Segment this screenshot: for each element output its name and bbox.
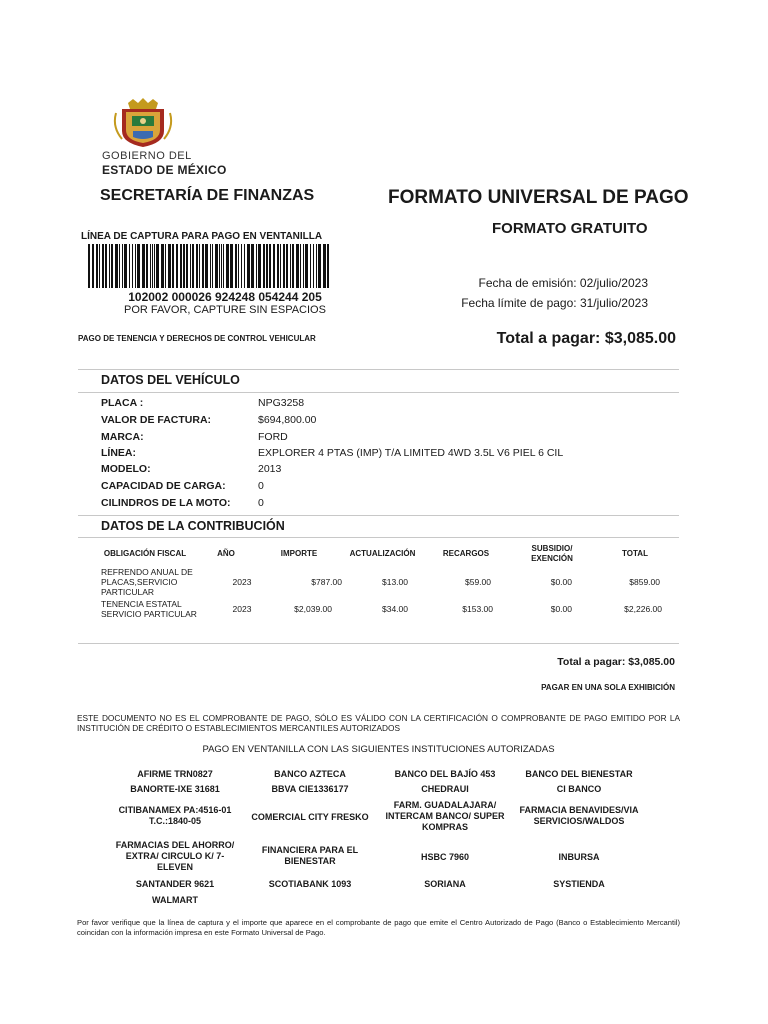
vehiculo-value: 2013	[258, 463, 282, 475]
linea-captura-number: 102002 000026 924248 054244 205	[128, 290, 322, 304]
barcode-bar	[244, 244, 245, 288]
institucion-item: SYSTIENDA	[553, 879, 605, 889]
table-cell-total: $859.00	[629, 577, 660, 587]
barcode-bar	[132, 244, 133, 288]
barcode-bar	[316, 244, 317, 288]
barcode-bar	[202, 244, 204, 288]
vehiculo-label: MODELO:	[101, 463, 151, 475]
table-cell-obligacion: TENENCIA ESTATAL SERVICIO PARTICULAR	[101, 599, 197, 619]
vehiculo-label: VALOR DE FACTURA:	[101, 414, 212, 426]
barcode-bar	[219, 244, 220, 288]
vehiculo-value: $694,800.00	[258, 414, 317, 426]
table-cell-importe: $787.00	[311, 577, 342, 587]
barcode-bar	[154, 244, 155, 288]
col-header-subsidio: SUBSIDIO/ EXENCIÓN	[531, 544, 573, 563]
barcode-bar	[247, 244, 250, 288]
coat-of-arms-icon	[100, 97, 210, 149]
vehiculo-label: LÍNEA:	[101, 447, 136, 459]
institucion-item: FARM. GUADALAJARA/ INTERCAM BANCO/ SUPER KOMPRAS	[385, 800, 505, 832]
linea-captura-title: LÍNEA DE CAPTURA PARA PAGO EN VENTANILLA	[81, 231, 323, 242]
barcode-bar	[122, 244, 123, 288]
institucion-item: HSBC 7960	[420, 852, 470, 862]
vehiculo-label: PLACA :	[101, 397, 144, 409]
concepto-pago: PAGO DE TENENCIA Y DERECHOS DE CONTROL VEHICULAR	[78, 334, 316, 343]
barcode-bar	[119, 244, 120, 288]
barcode-bar	[273, 244, 275, 288]
barcode-bar	[168, 244, 171, 288]
barcode-bar	[176, 244, 178, 288]
institucion-item: SORIANA	[424, 879, 466, 889]
table-cell-importe: $2,039.00	[294, 604, 332, 614]
institucion-item: FINANCIERA PARA EL BIENESTAR	[261, 845, 359, 866]
org-name-line2: ESTADO DE MÉXICO	[102, 163, 227, 177]
barcode-bar	[192, 244, 194, 288]
institucion-item: FARMACIAS DEL AHORRO/ EXTRA/ CIRCULO K/ 7-ELEVEN	[115, 840, 235, 872]
institucion-item: COMERCIAL CITY FRESKO	[251, 812, 369, 822]
barcode-bar	[300, 244, 301, 288]
col-header-total: TOTAL	[622, 549, 648, 558]
barcode-bar	[146, 244, 148, 288]
barcode-bar	[241, 244, 242, 288]
divider	[78, 515, 679, 516]
barcode-bar	[212, 244, 213, 288]
total-a-pagar-top: Total a pagar: $3,085.00	[496, 330, 676, 347]
barcode-bar	[161, 244, 164, 288]
barcode-bar	[303, 244, 304, 288]
table-cell-anio: 2023	[232, 604, 252, 614]
barcode-bar	[305, 244, 308, 288]
col-header-recargos: RECARGOS	[442, 549, 490, 558]
institucion-item: SANTANDER 9621	[135, 879, 215, 889]
barcode-bar	[196, 244, 198, 288]
barcode	[88, 244, 329, 288]
footer-note: Por favor verifique que la línea de captura y el importe que aparece en el comprobante de pago que emite el Centro Autorizado de Pago (Banco o Establecimiento Mercantil) coincidan con la información impresa en este Formato Universal de Pago.	[77, 918, 680, 937]
barcode-bar	[256, 244, 257, 288]
barcode-bar	[251, 244, 254, 288]
barcode-bar	[235, 244, 237, 288]
barcode-bar	[230, 244, 233, 288]
fecha-limite: Fecha límite de pago: 31/julio/2023	[461, 296, 648, 310]
barcode-bar	[238, 244, 239, 288]
barcode-bar	[111, 244, 113, 288]
barcode-bar	[283, 244, 285, 288]
table-cell-recargos: $153.00	[462, 604, 493, 614]
barcode-bar	[150, 244, 151, 288]
col-header-actualizacion: ACTUALIZACIÓN	[349, 549, 416, 558]
barcode-bar	[313, 244, 314, 288]
vehiculo-label: CAPACIDAD DE CARGA:	[101, 480, 226, 492]
barcode-bar	[142, 244, 145, 288]
barcode-bar	[96, 244, 98, 288]
barcode-bar	[180, 244, 182, 288]
institucion-item: CHEDRAUI	[421, 784, 469, 794]
disclaimer-text: ESTE DOCUMENTO NO ES EL COMPROBANTE DE PAGO, SÓLO ES VÁLIDO CON LA CERTIFICACIÓN O COMPROBANTE DE PAGO EMITIDO POR LA INSTITUCIÓN DE CRÉDITO O ESTABLECIMIENTOS MERCANTILES AUTORIZADOS	[77, 713, 680, 733]
barcode-bar	[135, 244, 136, 288]
institucion-item: CI BANCO	[556, 784, 602, 794]
vehiculo-label: CILINDROS DE LA MOTO:	[101, 497, 231, 509]
barcode-bar	[280, 244, 281, 288]
col-header-importe: IMPORTE	[280, 549, 318, 558]
barcode-bar	[258, 244, 261, 288]
institucion-item: INBURSA	[558, 852, 600, 862]
document-title: FORMATO UNIVERSAL DE PAGO	[388, 187, 689, 208]
barcode-bar	[115, 244, 118, 288]
institucion-item: BBVA CIE1336177	[271, 784, 349, 794]
table-cell-subsidio: $0.00	[550, 577, 572, 587]
institucion-item: BANCO DEL BIENESTAR	[525, 769, 633, 779]
barcode-bar	[223, 244, 224, 288]
table-cell-actualizacion: $34.00	[382, 604, 408, 614]
barcode-bar	[183, 244, 185, 288]
institucion-item: BANORTE-IXE 31681	[130, 784, 220, 794]
barcode-bar	[266, 244, 268, 288]
barcode-bar	[92, 244, 94, 288]
sola-exhibicion-note: PAGAR EN UNA SOLA EXHIBICIÓN	[541, 683, 675, 692]
instituciones-title: PAGO EN VENTANILLA CON LAS SIGUIENTES INSTITUCIONES AUTORIZADAS	[202, 744, 555, 755]
vehiculo-label: MARCA:	[101, 431, 144, 443]
vehiculo-value: NPG3258	[258, 397, 305, 409]
total-a-pagar-bottom: Total a pagar: $3,085.00	[557, 656, 675, 668]
divider	[78, 643, 679, 644]
org-name-line1: GOBIERNO DEL	[102, 150, 192, 162]
institucion-item: FARMACIA BENAVIDES/VIA SERVICIOS/WALDOS	[519, 805, 639, 826]
linea-captura-hint: POR FAVOR, CAPTURE SIN ESPACIOS	[124, 304, 326, 316]
col-header-obligacion: OBLIGACIÓN FISCAL	[103, 549, 187, 558]
barcode-bar	[152, 244, 153, 288]
barcode-graphic	[88, 244, 329, 288]
institucion-item: SCOTIABANK 1093	[268, 879, 352, 889]
vehiculo-value: FORD	[258, 431, 288, 443]
barcode-bar	[215, 244, 218, 288]
barcode-bar	[296, 244, 299, 288]
barcode-bar	[327, 244, 329, 288]
barcode-bar	[137, 244, 140, 288]
vehiculo-section-title: DATOS DEL VEHÍCULO	[101, 373, 240, 387]
barcode-bar	[226, 244, 229, 288]
table-cell-subsidio: $0.00	[550, 604, 572, 614]
barcode-bar	[88, 244, 90, 288]
vehiculo-value: EXPLORER 4 PTAS (IMP) T/A LIMITED 4WD 3.5L V6 PIEL 6 CIL	[258, 447, 564, 459]
barcode-bar	[269, 244, 271, 288]
barcode-bar	[165, 244, 166, 288]
barcode-bar	[292, 244, 294, 288]
divider	[78, 537, 679, 538]
barcode-bar	[156, 244, 159, 288]
col-header-anio: AÑO	[217, 549, 235, 558]
vehiculo-value: 0	[258, 480, 264, 492]
barcode-bar	[205, 244, 208, 288]
secretaria-title: SECRETARÍA DE FINANZAS	[100, 187, 315, 204]
institucion-item: WALMART	[152, 895, 198, 905]
vehiculo-value: 0	[258, 497, 264, 509]
document-subtitle: FORMATO GRATUITO	[492, 220, 648, 237]
barcode-bar	[290, 244, 291, 288]
contribucion-section-title: DATOS DE LA CONTRIBUCIÓN	[101, 519, 285, 533]
institucion-item: BANCO AZTECA	[274, 769, 346, 779]
divider	[78, 369, 679, 370]
barcode-bar	[105, 244, 107, 288]
barcode-bar	[318, 244, 321, 288]
table-cell-recargos: $59.00	[465, 577, 491, 587]
institucion-item: AFIRME TRN0827	[137, 769, 213, 779]
divider	[78, 392, 679, 393]
barcode-bar	[172, 244, 174, 288]
barcode-bar	[124, 244, 127, 288]
table-cell-obligacion: REFRENDO ANUAL DE PLACAS,SERVICIO PARTICULAR	[101, 567, 193, 597]
barcode-bar	[102, 244, 104, 288]
table-cell-actualizacion: $13.00	[382, 577, 408, 587]
barcode-bar	[221, 244, 222, 288]
table-cell-total: $2,226.00	[624, 604, 662, 614]
institucion-item: BANCO DEL BAJÍO 453	[394, 769, 496, 779]
barcode-bar	[277, 244, 279, 288]
table-cell-anio: 2023	[232, 577, 252, 587]
barcode-bar	[263, 244, 265, 288]
fecha-emision: Fecha de emisión: 02/julio/2023	[478, 276, 648, 290]
barcode-bar	[186, 244, 188, 288]
barcode-bar	[99, 244, 100, 288]
barcode-bar	[190, 244, 191, 288]
barcode-bar	[323, 244, 326, 288]
institucion-item: CITIBANAMEX PA:4516-01 T.C.:1840-05	[118, 805, 232, 826]
barcode-bar	[199, 244, 200, 288]
barcode-bar	[129, 244, 130, 288]
barcode-bar	[310, 244, 311, 288]
barcode-bar	[286, 244, 288, 288]
barcode-bar	[109, 244, 110, 288]
barcode-bar	[210, 244, 211, 288]
